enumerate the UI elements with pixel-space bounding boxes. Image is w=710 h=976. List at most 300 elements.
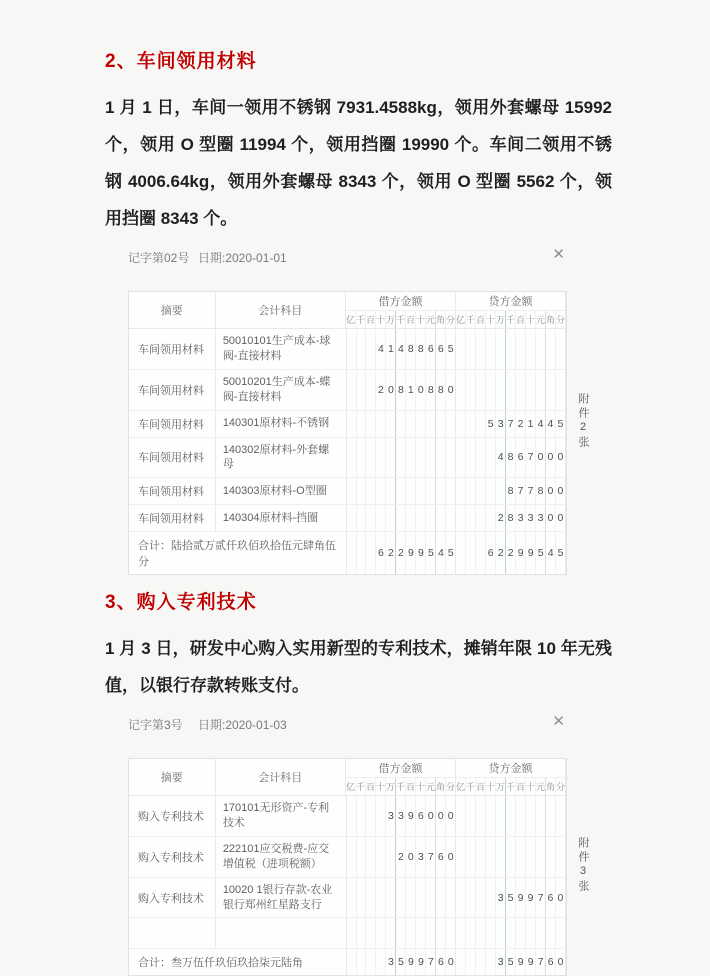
digit-cell xyxy=(416,438,426,478)
digit-cell xyxy=(456,411,466,437)
amount-digits xyxy=(347,796,457,836)
digit-unit-label: 万 xyxy=(386,311,396,328)
table-row xyxy=(129,878,566,919)
digit-cell xyxy=(366,411,376,437)
digit-cell: 7 xyxy=(516,478,526,504)
digit-cell xyxy=(476,438,486,478)
digit-unit-label: 元 xyxy=(536,311,546,328)
digit-cell xyxy=(476,918,486,948)
digit-unit-label: 百 xyxy=(366,778,376,795)
voucher-number: 记字第3号 xyxy=(128,718,183,733)
digit-unit-label: 千 xyxy=(356,311,366,328)
digit-cell: 9 xyxy=(406,796,416,836)
total-label: 合计：陆拾贰万贰仟玖佰玖拾伍元肆角伍分 xyxy=(129,532,347,574)
digit-cell: 5 xyxy=(446,532,456,574)
digit-cell xyxy=(386,918,396,948)
digit-unit-label: 分 xyxy=(556,311,566,328)
total-label: 合计：叁万伍仟玖佰玖拾柒元陆角 xyxy=(129,949,347,975)
digit-cell xyxy=(416,878,426,918)
table-header xyxy=(129,292,566,329)
digit-unit-label: 亿 xyxy=(456,311,466,328)
voucher-table xyxy=(128,291,567,575)
table-row xyxy=(129,370,566,411)
amount-digits xyxy=(347,370,457,410)
digit-cell xyxy=(406,878,416,918)
debit-column-group xyxy=(346,292,456,329)
digit-cell: 1 xyxy=(406,370,416,410)
digit-cell xyxy=(436,438,446,478)
digit-cell: 6 xyxy=(416,796,426,836)
digit-unit-label: 角 xyxy=(546,778,556,795)
digit-cell: 6 xyxy=(516,438,526,478)
digit-unit-label: 角 xyxy=(546,311,556,328)
digit-cell xyxy=(456,532,466,574)
digit-cell xyxy=(366,878,376,918)
digit-cell xyxy=(386,478,396,504)
amount-digits xyxy=(456,505,566,531)
digit-cell xyxy=(526,918,536,948)
amount-digits xyxy=(456,949,566,975)
digit-unit-label: 角 xyxy=(436,311,446,328)
digit-cell: 8 xyxy=(426,370,436,410)
amount-digits xyxy=(456,532,566,574)
digit-cell: 6 xyxy=(546,949,556,975)
digit-cell xyxy=(386,878,396,918)
digit-cell xyxy=(556,837,566,877)
table-row xyxy=(129,438,566,479)
digit-cell xyxy=(486,837,496,877)
row-account: 10020 1银行存款-农业银行郑州红星路支行 xyxy=(216,878,347,918)
digit-cell xyxy=(376,796,386,836)
row-account: 140301原材料-不锈钢 xyxy=(216,411,347,437)
digit-cell xyxy=(516,837,526,877)
digit-cell xyxy=(416,411,426,437)
digit-cell xyxy=(476,505,486,531)
digit-cell xyxy=(456,438,466,478)
column-header-summary: 摘要 xyxy=(129,759,216,796)
total-row xyxy=(129,532,566,574)
column-header-account: 会计科目 xyxy=(216,759,346,796)
digit-cell xyxy=(486,370,496,410)
amount-digits xyxy=(347,949,457,975)
row-summary: 车间领用材料 xyxy=(129,370,216,410)
digit-cell xyxy=(486,949,496,975)
digit-column-headers xyxy=(346,778,456,796)
amount-digits xyxy=(347,532,457,574)
digit-cell xyxy=(426,478,436,504)
amount-digits xyxy=(347,329,457,369)
digit-cell: 3 xyxy=(526,505,536,531)
digit-unit-label: 百 xyxy=(406,311,416,328)
table-row xyxy=(129,478,566,505)
digit-cell xyxy=(426,438,436,478)
digit-cell xyxy=(466,411,476,437)
section-heading: 2、车间领用材料 xyxy=(105,51,257,72)
section-heading: 3、购入专利技术 xyxy=(105,592,257,614)
digit-cell: 8 xyxy=(506,478,516,504)
digit-cell xyxy=(366,532,376,574)
digit-cell xyxy=(436,411,446,437)
amount-digits xyxy=(456,370,566,410)
amount-digits xyxy=(347,878,457,918)
table-row xyxy=(129,329,566,370)
digit-cell: 9 xyxy=(406,949,416,975)
attachment-note: 附件3张 xyxy=(577,836,589,894)
digit-cell: 9 xyxy=(526,949,536,975)
digit-cell xyxy=(347,478,357,504)
digit-cell xyxy=(357,329,367,369)
column-header-account: 会计科目 xyxy=(216,292,346,329)
digit-cell: 2 xyxy=(506,532,516,574)
digit-cell xyxy=(466,918,476,948)
digit-cell xyxy=(406,918,416,948)
digit-cell: 7 xyxy=(536,878,546,918)
digit-cell: 0 xyxy=(446,837,456,877)
digit-cell xyxy=(436,878,446,918)
digit-cell xyxy=(376,918,386,948)
digit-cell xyxy=(476,370,486,410)
digit-cell xyxy=(496,837,506,877)
section-workshop-materials xyxy=(105,46,614,575)
digit-cell: 1 xyxy=(526,411,536,437)
digit-cell: 5 xyxy=(536,532,546,574)
row-summary: 车间领用材料 xyxy=(129,505,216,531)
digit-cell xyxy=(476,796,486,836)
digit-cell: 4 xyxy=(546,532,556,574)
digit-cell xyxy=(386,411,396,437)
digit-cell xyxy=(376,411,386,437)
digit-cell xyxy=(357,478,367,504)
digit-cell xyxy=(466,532,476,574)
digit-cell: 9 xyxy=(406,532,416,574)
digit-cell xyxy=(466,949,476,975)
digit-cell: 0 xyxy=(556,505,566,531)
digit-unit-label: 万 xyxy=(496,778,506,795)
digit-cell xyxy=(436,918,446,948)
digit-cell xyxy=(506,796,516,836)
digit-cell xyxy=(476,878,486,918)
section-body-text: 1 月 3 日，研发中心购入实用新型的专利技术，摊销年限 10 年无残值，以银行存款转账支付。 xyxy=(105,639,612,696)
digit-cell: 3 xyxy=(396,796,406,836)
digit-unit-label: 十 xyxy=(526,311,536,328)
digit-cell xyxy=(426,411,436,437)
row-account: 50010201生产成本-蝶阀-直接材料 xyxy=(216,370,347,410)
digit-cell xyxy=(366,949,376,975)
digit-cell: 4 xyxy=(546,411,556,437)
digit-unit-label: 十 xyxy=(416,311,426,328)
digit-unit-label: 百 xyxy=(476,311,486,328)
digit-cell xyxy=(466,505,476,531)
amount-digits xyxy=(347,505,457,531)
digit-cell xyxy=(357,949,367,975)
digit-cell: 3 xyxy=(416,837,426,877)
digit-cell xyxy=(546,837,556,877)
digit-cell: 5 xyxy=(396,949,406,975)
digit-cell xyxy=(476,411,486,437)
digit-cell xyxy=(476,478,486,504)
digit-cell: 3 xyxy=(386,949,396,975)
digit-cell xyxy=(446,411,456,437)
digit-cell xyxy=(446,438,456,478)
digit-cell xyxy=(366,918,376,948)
digit-cell xyxy=(456,329,466,369)
row-summary: 车间领用材料 xyxy=(129,438,216,478)
digit-unit-label: 分 xyxy=(556,778,566,795)
digit-cell xyxy=(357,370,367,410)
digit-cell xyxy=(446,505,456,531)
section-body-text: 1 月 1 日，车间一领用不锈钢 7931.4588kg，领用外套螺母 15992 个，领用 O 型圈 11994 个，领用挡圈 19990 个。车间二领用不锈钢 4006.64kg，领用外套螺母 8343 个，领用 O 型圈 5562 个，领用挡圈 8343 个。 xyxy=(105,98,612,229)
digit-cell: 9 xyxy=(526,878,536,918)
table-row xyxy=(129,505,566,532)
digit-cell xyxy=(386,438,396,478)
digit-cell xyxy=(426,918,436,948)
column-header-debit: 借方金额 xyxy=(346,759,456,778)
digit-cell xyxy=(486,918,496,948)
digit-cell xyxy=(357,918,367,948)
digit-unit-label: 万 xyxy=(496,311,506,328)
digit-cell xyxy=(396,878,406,918)
digit-cell: 2 xyxy=(496,505,506,531)
voucher-date: 日期:2020-01-01 xyxy=(198,251,287,266)
digit-cell xyxy=(526,796,536,836)
digit-cell xyxy=(506,370,516,410)
digit-cell xyxy=(496,918,506,948)
table-row xyxy=(129,411,566,438)
digit-cell: 5 xyxy=(446,329,456,369)
column-header-credit: 贷方金额 xyxy=(456,292,566,311)
digit-cell xyxy=(556,918,566,948)
amount-digits xyxy=(456,478,566,504)
digit-cell xyxy=(536,796,546,836)
digit-cell: 2 xyxy=(396,837,406,877)
digit-cell: 1 xyxy=(386,329,396,369)
digit-cell xyxy=(386,505,396,531)
digit-unit-label: 百 xyxy=(366,311,376,328)
amount-digits xyxy=(347,438,457,478)
digit-unit-label: 十 xyxy=(486,311,496,328)
voucher-card xyxy=(128,247,590,575)
digit-cell: 9 xyxy=(416,949,426,975)
digit-unit-label: 元 xyxy=(426,778,436,795)
digit-cell: 8 xyxy=(506,505,516,531)
digit-cell xyxy=(466,329,476,369)
digit-unit-label: 百 xyxy=(516,311,526,328)
amount-digits xyxy=(456,837,566,877)
digit-cell xyxy=(396,411,406,437)
digit-cell: 6 xyxy=(426,329,436,369)
digit-cell: 8 xyxy=(406,329,416,369)
digit-cell: 2 xyxy=(496,532,506,574)
digit-cell xyxy=(406,478,416,504)
section-patent-purchase xyxy=(105,587,614,976)
digit-cell xyxy=(366,796,376,836)
digit-unit-label: 分 xyxy=(446,311,456,328)
digit-cell: 0 xyxy=(546,438,556,478)
digit-cell xyxy=(556,329,566,369)
digit-cell xyxy=(426,878,436,918)
digit-cell xyxy=(396,505,406,531)
digit-cell xyxy=(496,370,506,410)
voucher-date: 日期:2020-01-03 xyxy=(198,718,287,733)
digit-cell xyxy=(456,796,466,836)
attachment-note: 附件2张 xyxy=(577,393,589,451)
digit-cell xyxy=(476,949,486,975)
digit-unit-label: 十 xyxy=(376,778,386,795)
digit-cell xyxy=(486,438,496,478)
digit-cell xyxy=(376,505,386,531)
voucher-table-wrapper xyxy=(128,291,589,575)
digit-cell: 6 xyxy=(376,532,386,574)
amount-digits xyxy=(456,329,566,369)
total-row xyxy=(129,949,566,975)
digit-cell: 8 xyxy=(506,438,516,478)
digit-cell xyxy=(456,837,466,877)
digit-cell xyxy=(466,370,476,410)
digit-cell xyxy=(516,796,526,836)
digit-cell xyxy=(506,329,516,369)
digit-cell: 6 xyxy=(436,329,446,369)
digit-cell xyxy=(347,505,357,531)
digit-cell xyxy=(366,505,376,531)
digit-cell: 9 xyxy=(526,532,536,574)
voucher-table xyxy=(128,758,567,976)
digit-cell: 0 xyxy=(556,478,566,504)
digit-cell: 0 xyxy=(556,438,566,478)
digit-cell xyxy=(536,329,546,369)
digit-cell xyxy=(396,918,406,948)
digit-unit-label: 百 xyxy=(476,778,486,795)
table-rows xyxy=(129,329,566,574)
digit-cell: 4 xyxy=(496,438,506,478)
digit-cell xyxy=(347,532,357,574)
digit-cell: 3 xyxy=(386,796,396,836)
digit-cell xyxy=(406,438,416,478)
row-account: 140302原材料-外套螺母 xyxy=(216,438,347,478)
digit-cell xyxy=(546,918,556,948)
table-row xyxy=(129,837,566,878)
digit-cell xyxy=(486,505,496,531)
digit-cell: 4 xyxy=(536,411,546,437)
digit-cell xyxy=(456,878,466,918)
digit-unit-label: 千 xyxy=(506,311,516,328)
digit-cell xyxy=(416,918,426,948)
digit-cell: 9 xyxy=(516,878,526,918)
digit-cell xyxy=(376,478,386,504)
digit-cell: 0 xyxy=(556,878,566,918)
digit-cell: 9 xyxy=(416,532,426,574)
digit-cell xyxy=(436,478,446,504)
digit-unit-label: 百 xyxy=(516,778,526,795)
close-icon[interactable]: ✕ xyxy=(552,246,565,264)
digit-cell xyxy=(376,878,386,918)
amount-digits xyxy=(347,478,457,504)
digit-cell: 7 xyxy=(526,478,536,504)
digit-cell: 5 xyxy=(506,949,516,975)
digit-cell xyxy=(446,918,456,948)
digit-unit-label: 千 xyxy=(466,778,476,795)
column-header-credit: 贷方金额 xyxy=(456,759,566,778)
digit-unit-label: 百 xyxy=(406,778,416,795)
row-summary xyxy=(129,918,216,948)
digit-cell xyxy=(406,505,416,531)
digit-cell xyxy=(386,837,396,877)
digit-cell xyxy=(347,796,357,836)
table-rows xyxy=(129,796,566,975)
digit-cell xyxy=(347,370,357,410)
digit-unit-label: 千 xyxy=(506,778,516,795)
digit-cell xyxy=(536,370,546,410)
digit-cell: 5 xyxy=(556,411,566,437)
digit-cell xyxy=(416,478,426,504)
row-account xyxy=(216,918,347,948)
digit-cell xyxy=(476,837,486,877)
close-icon[interactable]: ✕ xyxy=(552,713,565,731)
digit-cell xyxy=(347,878,357,918)
digit-cell xyxy=(436,505,446,531)
digit-cell xyxy=(446,478,456,504)
digit-cell xyxy=(406,411,416,437)
amount-digits xyxy=(456,878,566,918)
table-row xyxy=(129,918,566,949)
digit-cell xyxy=(357,837,367,877)
digit-cell xyxy=(496,329,506,369)
digit-cell xyxy=(526,329,536,369)
row-account: 50010101生产成本-球阀-直接材料 xyxy=(216,329,347,369)
digit-cell: 5 xyxy=(556,532,566,574)
digit-unit-label: 分 xyxy=(446,778,456,795)
column-header-summary: 摘要 xyxy=(129,292,216,329)
digit-cell: 7 xyxy=(526,438,536,478)
digit-cell xyxy=(516,918,526,948)
amount-digits xyxy=(456,796,566,836)
row-account: 222101应交税费-应交增值税（进项税额） xyxy=(216,837,347,877)
amount-digits xyxy=(456,918,566,948)
digit-cell xyxy=(486,796,496,836)
digit-cell: 0 xyxy=(416,370,426,410)
digit-unit-label: 十 xyxy=(416,778,426,795)
credit-column-group xyxy=(456,759,566,796)
digit-unit-label: 亿 xyxy=(346,311,356,328)
debit-column-group xyxy=(346,759,456,796)
digit-cell xyxy=(496,478,506,504)
digit-cell: 8 xyxy=(416,329,426,369)
digit-cell xyxy=(357,878,367,918)
amount-digits xyxy=(347,837,457,877)
table-row xyxy=(129,796,566,837)
digit-cell xyxy=(526,837,536,877)
row-summary: 车间领用材料 xyxy=(129,411,216,437)
digit-unit-label: 亿 xyxy=(346,778,356,795)
digit-unit-label: 角 xyxy=(436,778,446,795)
digit-cell xyxy=(456,918,466,948)
digit-cell: 4 xyxy=(376,329,386,369)
digit-cell xyxy=(526,370,536,410)
digit-cell xyxy=(426,505,436,531)
digit-cell: 0 xyxy=(406,837,416,877)
digit-cell xyxy=(366,370,376,410)
amount-digits xyxy=(347,918,457,948)
voucher-header xyxy=(128,247,567,267)
digit-cell xyxy=(466,796,476,836)
digit-cell xyxy=(347,329,357,369)
digit-cell: 9 xyxy=(516,532,526,574)
voucher-number: 记字第02号 xyxy=(128,251,190,266)
digit-unit-label: 千 xyxy=(356,778,366,795)
digit-cell: 7 xyxy=(536,949,546,975)
digit-unit-label: 十 xyxy=(376,311,386,328)
digit-cell: 2 xyxy=(396,532,406,574)
digit-cell xyxy=(357,411,367,437)
